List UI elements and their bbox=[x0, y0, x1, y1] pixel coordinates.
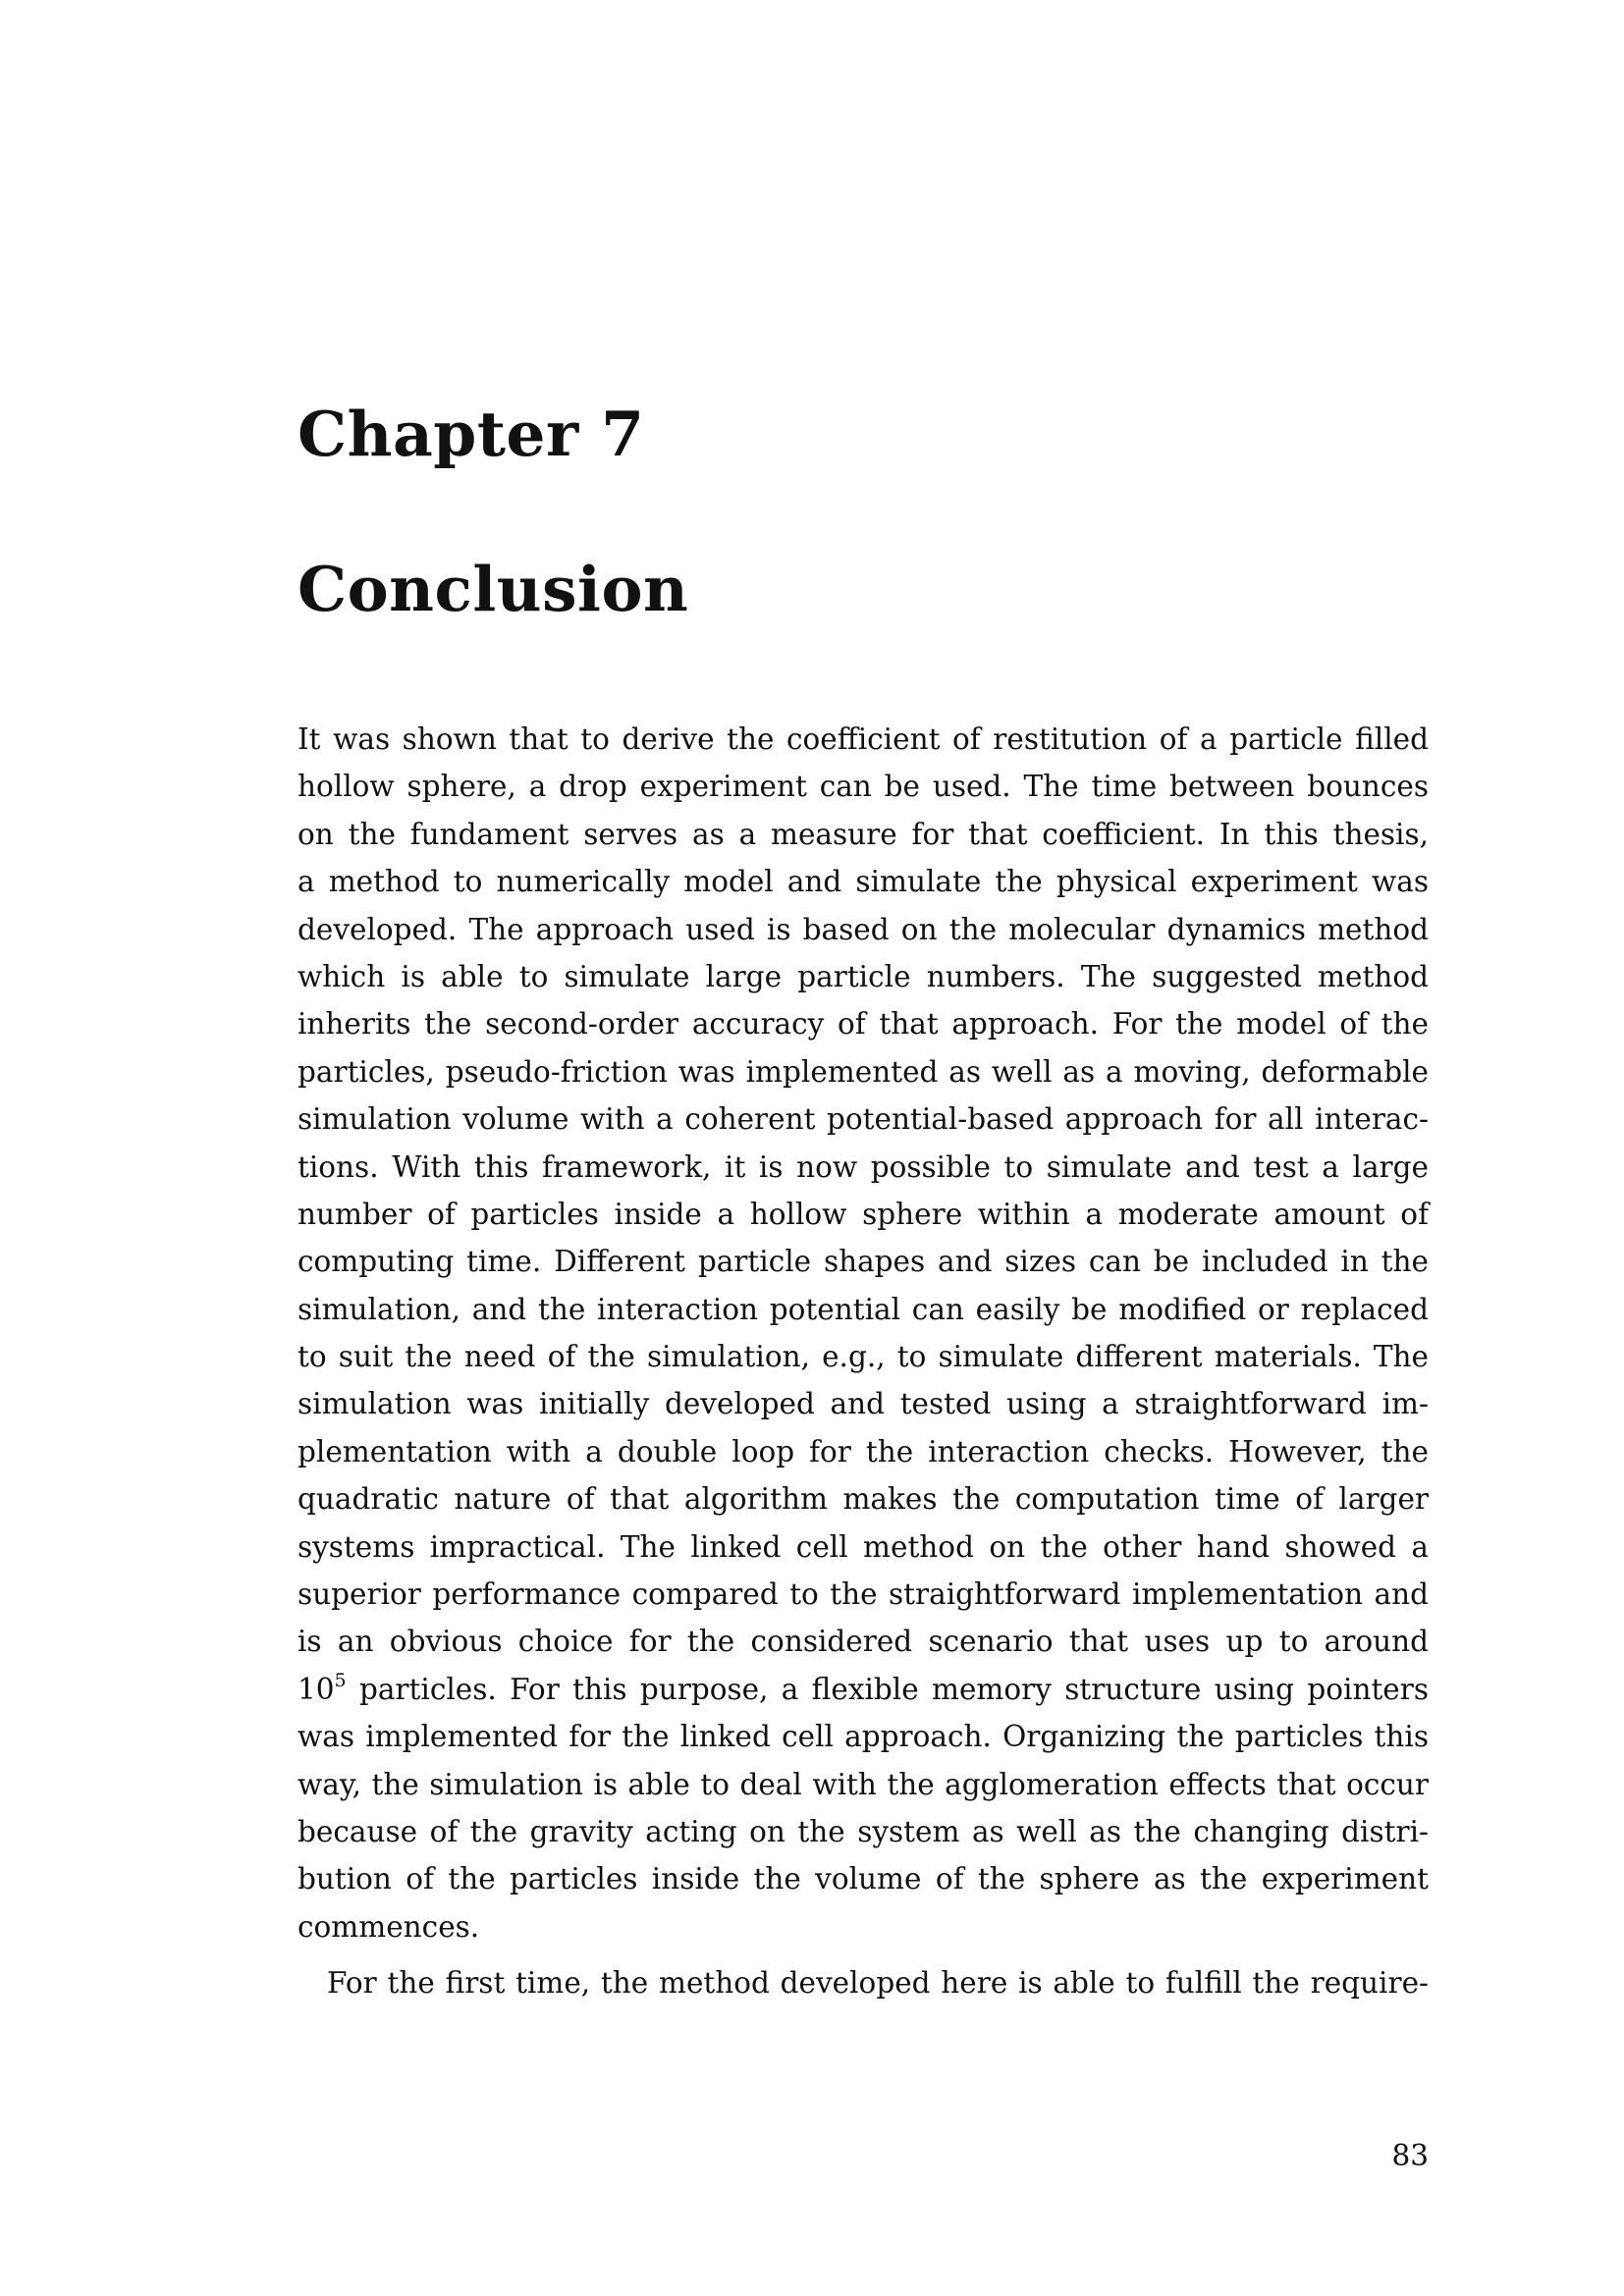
text-line: particles, pseudo-friction was implemented as well as a moving, deformable bbox=[298, 1054, 1429, 1089]
text-line: For the first time, the method developed here is able to fulfill the require- bbox=[327, 1966, 1429, 2001]
text-line: bution of the particles inside the volume of the sphere as the experiment bbox=[298, 1862, 1429, 1896]
chapter-label: Chapter 7 bbox=[298, 398, 645, 470]
text-line: way, the simulation is able to deal with the agglomeration effects that occur bbox=[298, 1767, 1429, 1801]
text-line: inherits the second-order accuracy of that approach. For the model of the bbox=[298, 1007, 1429, 1041]
paragraph-1 bbox=[298, 716, 1429, 1950]
text-line: superior performance compared to the straightforward implementation and bbox=[298, 1577, 1429, 1612]
text-line: was implemented for the linked cell approach. Organizing the particles this bbox=[298, 1720, 1429, 1754]
exponent-line-rest: particles. For this purpose, a flexible memory structure using pointers bbox=[346, 1672, 1429, 1706]
exponent-superscript: 5 bbox=[334, 1669, 347, 1691]
text-line: quadratic nature of that algorithm makes the computation time of larger bbox=[298, 1482, 1429, 1517]
text-line: a method to numerically model and simulate the physical experiment was bbox=[298, 865, 1429, 899]
text-line-with-exponent bbox=[298, 1666, 1429, 1713]
text-line: computing time. Different particle shapes and sizes can be included in the bbox=[298, 1245, 1429, 1279]
text-line: It was shown that to derive the coefficient of restitution of a particle filled bbox=[298, 722, 1429, 756]
text-line: number of particles inside a hollow sphere within a moderate amount of bbox=[298, 1197, 1429, 1231]
text-line: simulation, and the interaction potential can easily be modified or replaced bbox=[298, 1292, 1429, 1326]
text-line: on the fundament serves as a measure for that coefficient. In this thesis, bbox=[298, 817, 1429, 851]
text-line: simulation was initially developed and tested using a straightforward im- bbox=[298, 1387, 1429, 1421]
text-line: tions. With this framework, it is now possible to simulate and test a large bbox=[298, 1149, 1429, 1184]
text-line: plementation with a double loop for the interaction checks. However, the bbox=[298, 1434, 1429, 1468]
text-line: to suit the need of the simulation, e.g., to simulate different materials. The bbox=[298, 1340, 1429, 1374]
text-line: hollow sphere, a drop experiment can be used. The time between bounces bbox=[298, 770, 1429, 804]
text-line: simulation volume with a coherent potential-based approach for all interac- bbox=[298, 1102, 1429, 1137]
text-line: is an obvious choice for the considered scenario that uses up to around bbox=[298, 1625, 1429, 1659]
paragraph-gap bbox=[298, 1950, 1429, 1959]
chapter-title: Conclusion bbox=[298, 553, 689, 625]
text-line: commences. bbox=[298, 1909, 480, 1944]
text-line: which is able to simulate large particle numbers. The suggested method bbox=[298, 959, 1429, 993]
body-text bbox=[298, 716, 1429, 2007]
paragraph-2 bbox=[298, 1959, 1429, 2006]
text-line: systems impractical. The linked cell method on the other hand showed a bbox=[298, 1529, 1429, 1564]
text-line: because of the gravity acting on the system as well as the changing distri- bbox=[298, 1814, 1429, 1848]
page-number: 83 bbox=[1391, 2139, 1429, 2172]
exponent-base: 10 bbox=[298, 1672, 335, 1706]
text-line: developed. The approach used is based on the molecular dynamics method bbox=[298, 912, 1429, 946]
